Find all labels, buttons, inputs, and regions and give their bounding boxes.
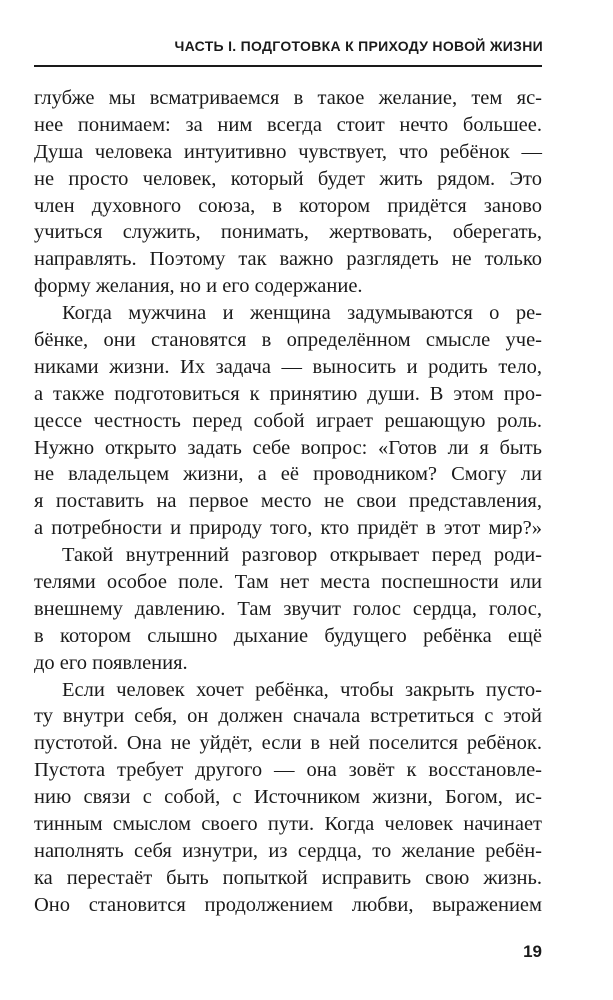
text-line: а также подготовиться к принятию души. В этом про- bbox=[34, 382, 542, 405]
text-line: я поставить на первое место не свои представления, bbox=[34, 490, 542, 513]
text-line: Если человек хочет ребёнка, чтобы закрыть пусто- bbox=[62, 678, 542, 701]
text-line: форму желания, но и его содержание. bbox=[34, 275, 363, 298]
text-line: Пустота требует другого — она зовёт к восстановле- bbox=[34, 759, 542, 782]
text-line: ка перестаёт быть попыткой исправить свою жизнь. bbox=[34, 866, 542, 889]
text-line: учиться служить, понимать, жертвовать, оберегать, bbox=[34, 221, 542, 244]
text-line: а потребности и природу того, кто придёт в этот мир?» bbox=[34, 517, 542, 540]
text-line: тинным смыслом своего пути. Когда человек начинает bbox=[34, 813, 542, 836]
text-line: наполнять себя изнутри, из сердца, то желание ребён- bbox=[34, 839, 542, 862]
text-line: Оно становится продолжением любви, выражением bbox=[34, 893, 542, 916]
text-line: не просто человек, который будет жить рядом. Это bbox=[34, 167, 542, 190]
text-line: бёнке, они становятся в определённом смысле уче- bbox=[34, 329, 542, 352]
text-line: глубже мы всматриваемся в такое желание, тем яс- bbox=[34, 87, 542, 109]
header-rule bbox=[34, 65, 542, 67]
text-line: Нужно открыто задать себе вопрос: «Готов ли я быть bbox=[34, 436, 542, 459]
running-head: ЧАСТЬ I. ПОДГОТОВКА К ПРИХОДУ НОВОЙ ЖИЗНИ bbox=[174, 38, 543, 54]
page-number: 19 bbox=[523, 942, 542, 961]
text-line: не владельцем жизни, а её проводником? Смогу ли bbox=[34, 463, 542, 486]
text-line: ту внутри себя, он должен сначала встретиться с этой bbox=[34, 705, 542, 728]
body-text bbox=[34, 85, 542, 919]
text-line: цессе честность перед собой играет решающую роль. bbox=[34, 409, 542, 432]
text-line: направлять. Поэтому так важно разглядеть не только bbox=[34, 248, 542, 271]
text-line: никами жизни. Их задача — выносить и родить тело, bbox=[34, 355, 542, 378]
text-line: нее понимаем: за ним всегда стоит нечто большее. bbox=[34, 113, 542, 136]
text-line: Душа человека интуитивно чувствует, что ребёнок — bbox=[34, 140, 542, 163]
text-line: до его появления. bbox=[34, 651, 188, 674]
text-line: член духовного союза, в котором придётся заново bbox=[34, 194, 542, 217]
text-line: внешнему давлению. Там звучит голос сердца, голос, bbox=[34, 597, 542, 620]
text-line: нию связи с собой, с Источником жизни, Богом, ис- bbox=[34, 786, 542, 809]
text-line: телями особое поле. Там нет места поспешности или bbox=[34, 571, 542, 594]
text-line: Когда мужчина и женщина задумываются о ре- bbox=[62, 302, 542, 325]
text-line: Такой внутренний разговор открывает перед роди- bbox=[62, 544, 542, 567]
text-line: пустотой. Она не уйдёт, если в ней поселится ребёнок. bbox=[34, 732, 542, 755]
text-line: в котором слышно дыхание будущего ребёнка ещё bbox=[34, 624, 542, 647]
